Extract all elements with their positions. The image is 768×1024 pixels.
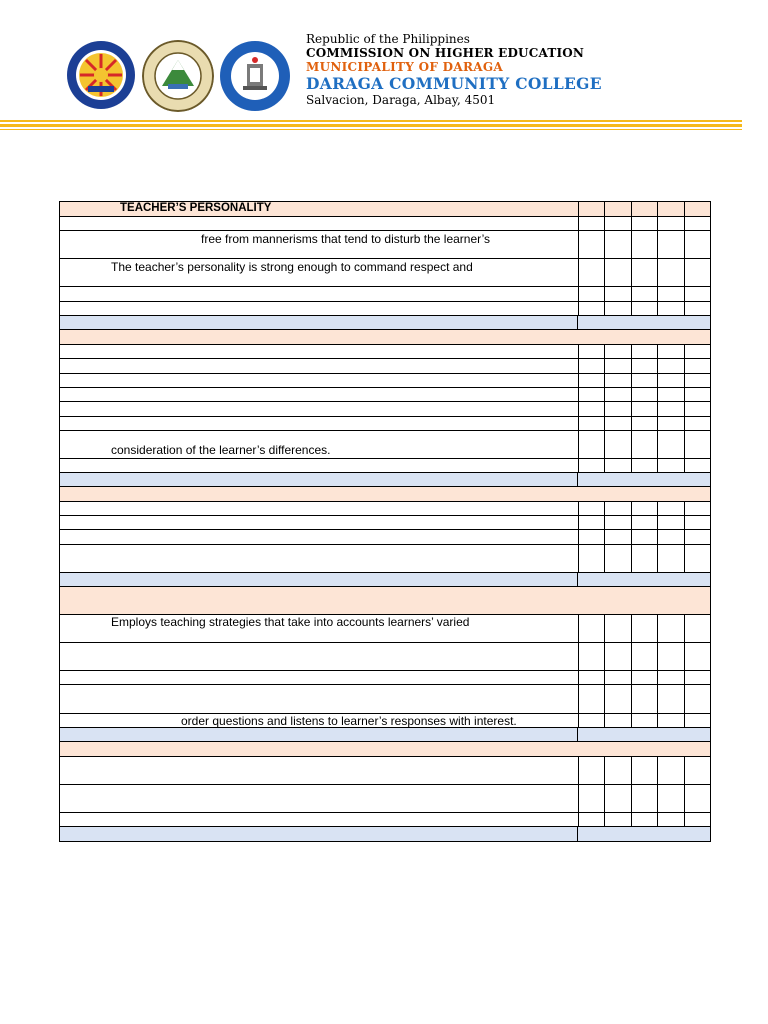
table-row — [60, 671, 710, 685]
table-row — [60, 785, 710, 813]
table-row — [60, 374, 710, 388]
table-row — [60, 459, 710, 473]
table-row — [60, 388, 710, 402]
ched-line: COMMISSION ON HIGHER EDUCATION — [306, 46, 585, 60]
table-row — [60, 345, 710, 359]
header-stripe-1 — [0, 120, 742, 122]
table-row — [60, 615, 710, 643]
header-stripe-2 — [0, 124, 742, 127]
section-title: TEACHER’S PERSONALITY — [120, 202, 272, 214]
table-row — [60, 757, 710, 785]
table-row — [60, 516, 710, 530]
section-header-teachers-personality — [60, 202, 710, 217]
subtotal-row — [60, 316, 710, 330]
subtotal-row — [60, 728, 710, 742]
table-row — [60, 287, 710, 302]
table-row — [60, 402, 710, 417]
criterion-text: consideration of the learner’s differences. — [111, 443, 331, 457]
criterion-text: The teacher’s personality is strong enough to command respect and — [111, 260, 473, 274]
address-line: Salvacion, Daraga, Albay, 4501 — [306, 93, 496, 107]
header-stripe-3 — [0, 129, 742, 130]
table-row — [60, 530, 710, 545]
table-row — [60, 714, 710, 728]
municipality-line: MUNICIPALITY OF DARAGA — [306, 60, 503, 74]
table-row — [60, 231, 710, 259]
subtotal-row — [60, 573, 710, 587]
table-row — [60, 502, 710, 516]
section-header — [60, 330, 710, 345]
subtotal-row — [60, 473, 710, 487]
criterion-text: free from mannerisms that tend to disturb the learner’s — [201, 232, 491, 246]
daraga-municipal-seal — [142, 40, 214, 112]
ched-seal — [66, 40, 136, 110]
evaluation-table — [59, 201, 711, 842]
section-header — [60, 487, 710, 502]
table-row — [60, 417, 710, 431]
table-row — [60, 359, 710, 374]
republic-line: Republic of the Philippines — [306, 32, 470, 46]
college-name: DARAGA COMMUNITY COLLEGE — [306, 74, 602, 93]
table-row — [60, 259, 710, 287]
criterion-text: order questions and listens to learner’s responses with interest. — [181, 714, 517, 728]
table-row — [60, 685, 710, 714]
table-row — [60, 813, 710, 827]
table-row — [60, 545, 710, 573]
section-header — [60, 587, 710, 615]
table-row — [60, 431, 710, 459]
dcc-college-seal — [219, 40, 291, 112]
table-row — [60, 302, 710, 316]
criterion-text: Employs teaching strategies that take into accounts learners’ varied — [111, 615, 470, 629]
table-row — [60, 217, 710, 231]
section-header — [60, 742, 710, 757]
subtotal-row — [60, 827, 710, 841]
institution-header — [306, 32, 602, 108]
table-row — [60, 643, 710, 671]
